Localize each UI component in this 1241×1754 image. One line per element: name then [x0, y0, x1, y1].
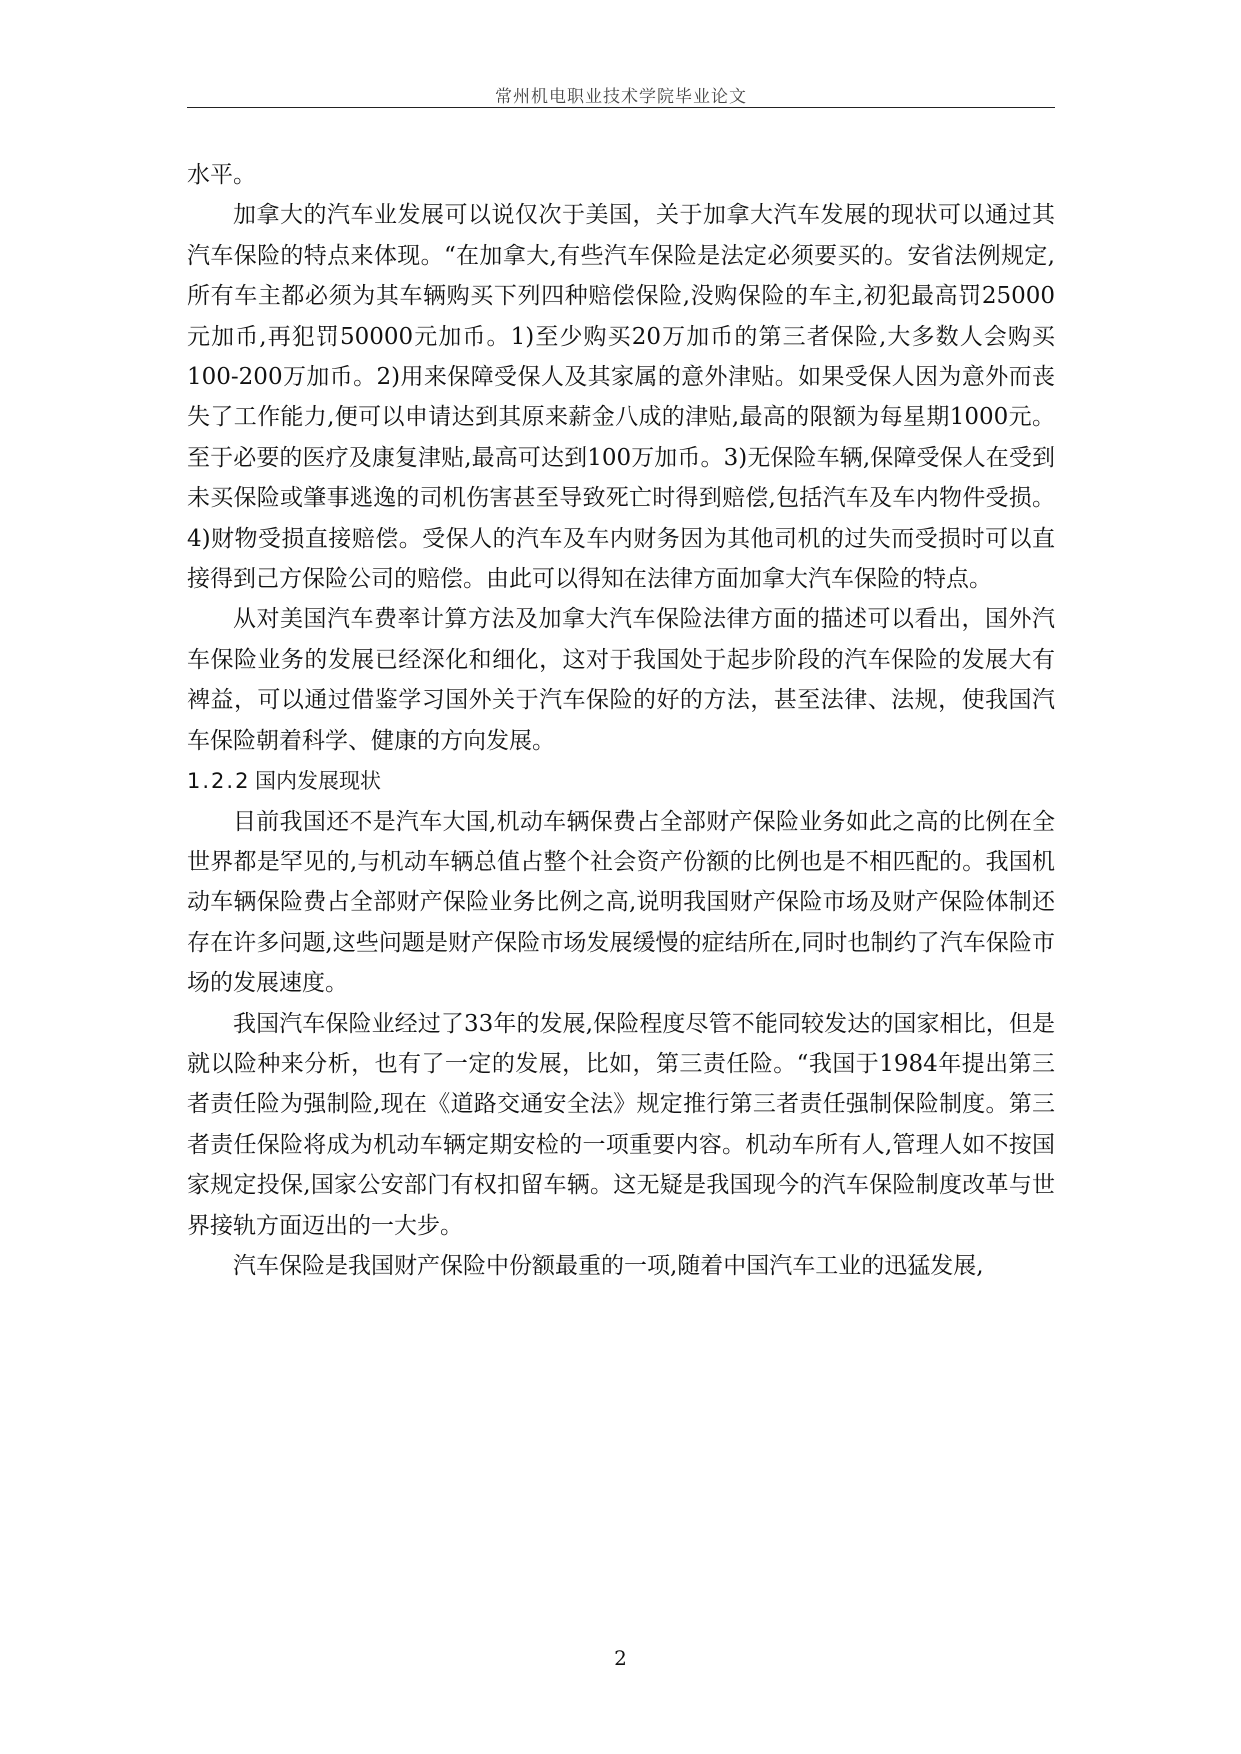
section-number: 1.2.2: [187, 769, 251, 794]
page-number: 2: [614, 1646, 627, 1670]
section-title: 国内发展现状: [255, 769, 381, 794]
paragraph-continuation: 水平。: [187, 162, 256, 188]
paragraph-domestic-status: 目前我国还不是汽车大国,机动车辆保费占全部财产保险业务如此之高的比例在全世界都是罕见的,与机动车辆总值占整个社会资产份额的比例也是不相匹配的。我国机动车辆保险费占全部财产保险业务比例之高,说明我国财产保险市场及财产保险体制还存在许多问题,这些问题是财产保险市场发展缓慢的症结所在,同时也制约了汽车保险市场的发展速度。: [187, 808, 1055, 997]
paragraph-foreign-summary: 从对美国汽车费率计算方法及加拿大汽车保险法律方面的描述可以看出，国外汽车保险业务的发展已经深化和细化，这对于我国处于起步阶段的汽车保险的发展大有裨益，可以通过借鉴学习国外关于汽车保险的好的方法，甚至法律、法规，使我国汽车保险朝着科学、健康的方向发展。: [187, 606, 1055, 754]
paragraph-canada-insurance: 加拿大的汽车业发展可以说仅次于美国，关于加拿大汽车发展的现状可以通过其汽车保险的特点来体现。“在加拿大,有些汽车保险是法定必须要买的。安省法例规定,所有车主都必须为其车辆购买下列四种赔偿保险,没购保险的车主,初犯最高罚25000元加币,再犯罚50000元加币。1)至少购买20万加币的第三者保险,大多数人会购买100-200万加币。2)用来保障受保人及其家属的意外津贴。如果受保人因为意外而丧失了工作能力,便可以申请达到其原来薪金八成的津贴,最高的限额为每星期1000元。至于必要的医疗及康复津贴,最高可达到100万加币。3)无保险车辆,保障受保人在受到未买保险或肇事逃逸的司机伤害甚至导致死亡时得到赔偿,包括汽车及车内物件受损。4)财物受损直接赔偿。受保人的汽车及车内财务因为其他司机的过失而受损时可以直接得到己方保险公司的赔偿。由此可以得知在法律方面加拿大汽车保险的特点。: [187, 202, 1055, 593]
paragraph-auto-insurance-share: 汽车保险是我国财产保险中份额最重的一项,随着中国汽车工业的迅猛发展,: [233, 1252, 984, 1279]
document-body: [187, 155, 1055, 1286]
page-header-title: 常州机电职业技术学院毕业论文: [495, 87, 747, 107]
paragraph-third-party-liability: 我国汽车保险业经过了33年的发展,保险程度尽管不能同较发达的国家相比，但是就以险种来分析，也有了一定的发展，比如，第三责任险。“我国于1984年提出第三者责任险为强制险,现在《道路交通安全法》规定推行第三者责任强制保险制度。第三者责任保险将成为机动车辆定期安检的一项重要内容。机动车所有人,管理人如不按国家规定投保,国家公安部门有权扣留车辆。这无疑是我国现今的汽车保险制度改革与世界接轨方面迈出的一大步。: [187, 1010, 1055, 1239]
section-heading: [187, 761, 1055, 801]
header-divider: [187, 107, 1055, 108]
